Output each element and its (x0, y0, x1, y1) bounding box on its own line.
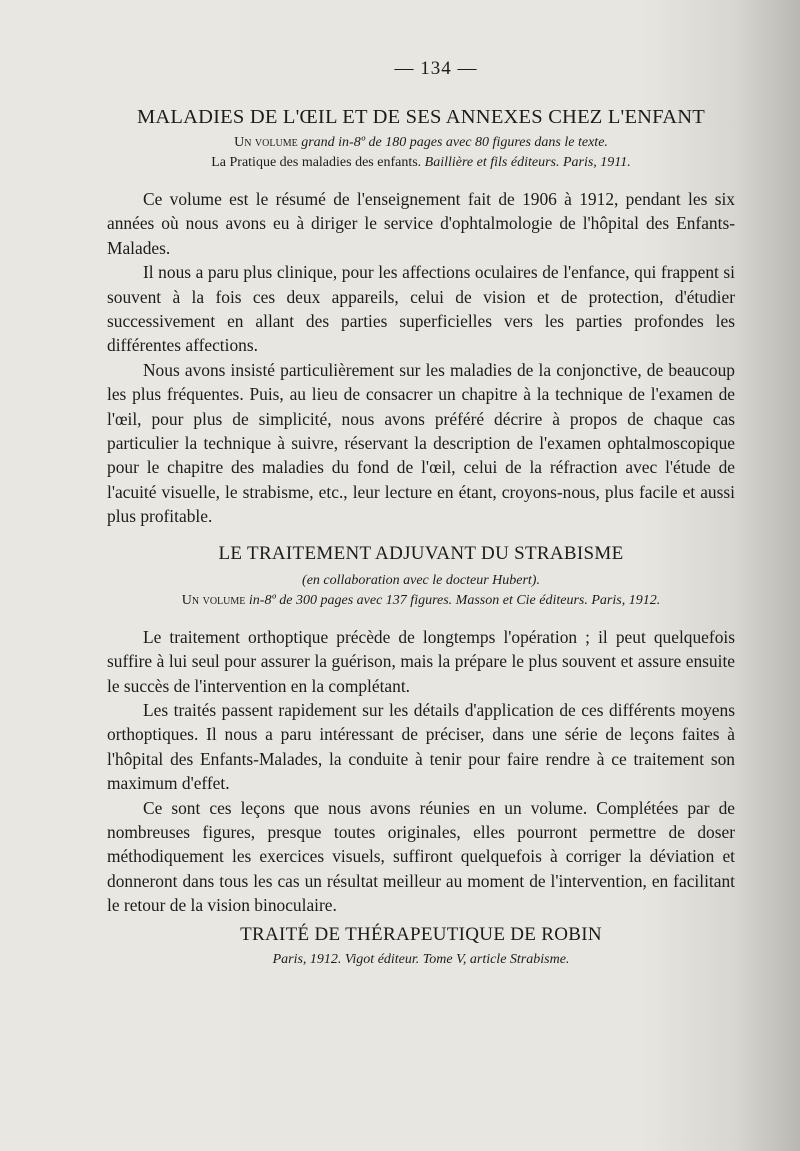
book-subtitle-publisher: Paris, 1912. Vigot éditeur. Tome V, article Strabisme. (272, 951, 570, 967)
book-title-maladies: MALADIES DE L'ŒIL ET DE SES ANNEXES CHEZ L'ENFANT (136, 106, 705, 128)
page-number: — 134 — (394, 58, 478, 79)
book-subtitle-volume (107, 133, 735, 153)
book-title-strabisme: LE TRAITEMENT ADJUVANT DU STRABISME (218, 542, 624, 564)
book-subtitle-publisher (107, 153, 735, 173)
volume-details: grand in-8º de 180 pages avec 80 figures dans le texte. (301, 135, 608, 150)
book-subtitle-volume (107, 591, 735, 611)
book-title-therapeutique: TRAITÉ DE THÉRAPEUTIQUE DE ROBIN (240, 923, 602, 945)
volume-label: Un volume (181, 592, 246, 608)
paragraph: Nous avons insisté particulièrement sur les maladies de la conjonctive, de beaucoup les plus fréquentes. Puis, au lieu de consacrer un chapitre à la technique de l'examen de l'œil, pour plus de simplicité, nous avons préféré décrire à propos de chaque cas particulier la technique à suivre, réservant la description de l'examen ophtalmoscopique pour le chapitre des maladies du fond de l'œil, celui de la réfraction avec l'étude de l'acuité visuelle, le strabisme, etc., leur lecture en étant, croyons-nous, plus facile et aussi plus profitable. (107, 359, 735, 527)
book-entry-strabisme (107, 543, 735, 918)
volume-label: Un volume (234, 135, 298, 150)
book-entry-therapeutique (107, 924, 735, 970)
paragraph: Les traités passent rapidement sur les détails d'application de ces différents moyens orthoptiques. Il nous a paru intéressant de préciser, dans une série de leçons faites à l'hôpital des Enfants-Malades, la conduite à tenir pour faire rendre à ce traitement son maximum d'effet. (107, 699, 735, 794)
publisher-details: Baillière et fils éditeurs. Paris, 1911. (424, 155, 631, 170)
page-content (107, 58, 735, 970)
book-entry-maladies (107, 106, 735, 529)
paragraph: Ce sont ces leçons que nous avons réunies en un volume. Complétées par de nombreuses figures, presque toutes originales, elles pourront permettre de doser méthodiquement les exercices visuels, suffiront quelquefois à corriger la déviation et donneront dans tous les cas un résultat meilleur au moment de l'intervention, en facilitant le retour de la vision binoculaire. (107, 797, 735, 916)
paragraph: Le traitement orthoptique précède de longtemps l'opération ; il peut quelquefois suffire à lui seul pour assurer la guérison, mais la prépare le plus souvent et assure ensuite le succès de l'intervention en la complétant. (107, 626, 735, 696)
paragraph: Ce volume est le résumé de l'enseignement fait de 1906 à 1912, pendant les six années où nous avons eu à diriger le service d'ophtalmologie de l'hôpital des Enfants-Malades. (107, 189, 735, 258)
paragraph: Il nous a paru plus clinique, pour les affections oculaires de l'enfance, qui frappent si souvent à la fois ces deux appareils, celui de vision et de protection, d'étudier successivement en allant des parties superficielles vers les parties profondes les différentes affections. (107, 262, 735, 356)
collaboration-note: (en collaboration avec le docteur Hubert). (302, 572, 540, 588)
volume-details: in-8º de 300 pages avec 137 figures. Masson et Cie éditeurs. Paris, 1912. (248, 592, 661, 608)
series-name: La Pratique des maladies des enfants. (211, 155, 422, 170)
